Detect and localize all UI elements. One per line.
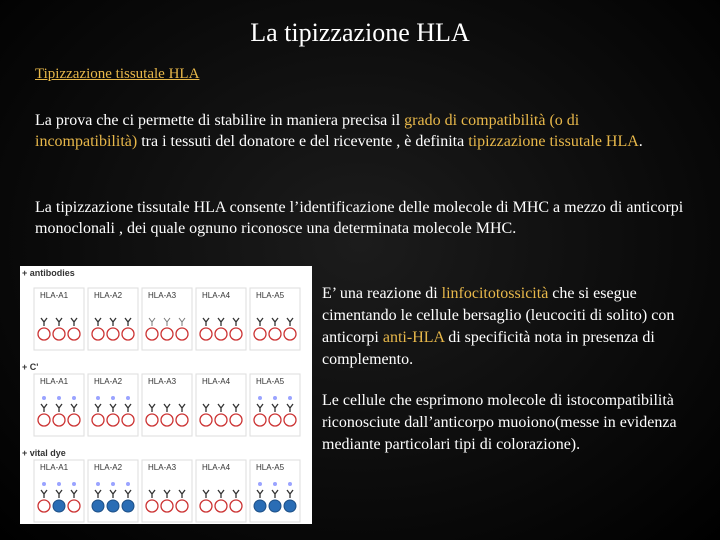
p1-text-3: . bbox=[638, 133, 643, 150]
live-cell bbox=[122, 414, 134, 426]
column-header: HLA-A5 bbox=[256, 377, 285, 386]
live-cell bbox=[230, 414, 242, 426]
column-header: HLA-A4 bbox=[202, 463, 231, 472]
live-cell bbox=[122, 328, 134, 340]
antibody-y bbox=[41, 404, 47, 412]
live-cell bbox=[215, 328, 227, 340]
section-subtitle: Tipizzazione tissutale HLA bbox=[35, 66, 200, 82]
stained-dead-cell bbox=[53, 500, 65, 512]
live-cell bbox=[38, 500, 50, 512]
stained-dead-cell bbox=[92, 500, 104, 512]
antibody-y bbox=[218, 318, 224, 326]
live-cell bbox=[284, 414, 296, 426]
complement-dot bbox=[96, 396, 100, 400]
live-cell bbox=[53, 414, 65, 426]
column-header: HLA-A1 bbox=[40, 291, 69, 300]
live-cell bbox=[200, 414, 212, 426]
antibody-y bbox=[71, 318, 77, 326]
antibody-y bbox=[257, 490, 263, 498]
antibody-y bbox=[95, 490, 101, 498]
antibody-y bbox=[272, 318, 278, 326]
live-cell bbox=[38, 414, 50, 426]
live-cell bbox=[215, 414, 227, 426]
complement-dot bbox=[273, 482, 277, 486]
live-cell bbox=[230, 500, 242, 512]
complement-dot bbox=[273, 396, 277, 400]
live-cell bbox=[53, 328, 65, 340]
p1-highlight-typing: tipizzazione tissutale HLA bbox=[468, 133, 639, 150]
stained-dead-cell bbox=[122, 500, 134, 512]
antibody-y bbox=[218, 490, 224, 498]
complement-dot bbox=[126, 482, 130, 486]
antibody-y bbox=[110, 404, 116, 412]
stained-dead-cell bbox=[254, 500, 266, 512]
complement-dot bbox=[111, 396, 115, 400]
live-cell bbox=[176, 414, 188, 426]
antibody-y bbox=[41, 490, 47, 498]
complement-dot bbox=[288, 396, 292, 400]
paragraph-definition bbox=[35, 110, 685, 152]
live-cell bbox=[230, 328, 242, 340]
s1-text-2: che si esegue cimentando le cellule bersaglio (leucociti di solito) con anticorpi bbox=[322, 285, 675, 346]
live-cell bbox=[161, 414, 173, 426]
complement-dot bbox=[42, 396, 46, 400]
live-cell bbox=[269, 414, 281, 426]
antibody-y bbox=[149, 404, 155, 412]
antibody-y bbox=[56, 318, 62, 326]
column-header: HLA-A5 bbox=[256, 291, 285, 300]
antibody-y bbox=[125, 318, 131, 326]
complement-dot bbox=[126, 396, 130, 400]
live-cell bbox=[254, 414, 266, 426]
antibody-y bbox=[71, 404, 77, 412]
column-header: HLA-A2 bbox=[94, 377, 123, 386]
antibody-y bbox=[149, 318, 155, 326]
column-header: HLA-A2 bbox=[94, 463, 123, 472]
complement-dot bbox=[72, 396, 76, 400]
column-header: HLA-A2 bbox=[94, 291, 123, 300]
live-cell bbox=[200, 500, 212, 512]
hla-typing-diagram bbox=[20, 266, 312, 524]
antibody-y bbox=[179, 404, 185, 412]
p1-text-2: tra i tessuti del donatore e del ricevente , è definita bbox=[137, 133, 469, 150]
p1-highlight-compatibility: grado di compatibilità (o di incompatibilità) bbox=[35, 112, 580, 150]
live-cell bbox=[92, 328, 104, 340]
antibody-y bbox=[233, 404, 239, 412]
live-cell bbox=[107, 328, 119, 340]
column-header: HLA-A3 bbox=[148, 377, 177, 386]
complement-dot bbox=[42, 482, 46, 486]
s1-text-1: E’ una reazione di bbox=[322, 285, 442, 302]
antibody-y bbox=[203, 318, 209, 326]
antibody-y bbox=[257, 404, 263, 412]
stained-dead-cell bbox=[107, 500, 119, 512]
antibody-y bbox=[272, 404, 278, 412]
complement-dot bbox=[258, 482, 262, 486]
antibody-y bbox=[110, 318, 116, 326]
live-cell bbox=[68, 414, 80, 426]
live-cell bbox=[215, 500, 227, 512]
live-cell bbox=[161, 328, 173, 340]
antibody-y bbox=[125, 490, 131, 498]
live-cell bbox=[68, 328, 80, 340]
live-cell bbox=[38, 328, 50, 340]
s1-highlight-lymphocytotoxicity: linfocitotossicità bbox=[441, 285, 549, 302]
antibody-y bbox=[71, 490, 77, 498]
antibody-y bbox=[164, 490, 170, 498]
antibody-y bbox=[110, 490, 116, 498]
live-cell bbox=[284, 328, 296, 340]
stained-dead-cell bbox=[284, 500, 296, 512]
live-cell bbox=[107, 414, 119, 426]
s1-text-3: di specificità nota in presenza di complemento. bbox=[322, 329, 655, 368]
complement-dot bbox=[258, 396, 262, 400]
complement-dot bbox=[96, 482, 100, 486]
column-header: HLA-A4 bbox=[202, 377, 231, 386]
antibody-y bbox=[203, 404, 209, 412]
antibody-y bbox=[95, 318, 101, 326]
live-cell bbox=[146, 414, 158, 426]
column-header: HLA-A4 bbox=[202, 291, 231, 300]
antibody-y bbox=[125, 404, 131, 412]
hla-typing-figure bbox=[20, 266, 312, 524]
live-cell bbox=[254, 328, 266, 340]
antibody-y bbox=[56, 404, 62, 412]
row-label: + C' bbox=[22, 362, 39, 372]
live-cell bbox=[92, 414, 104, 426]
complement-dot bbox=[72, 482, 76, 486]
complement-dot bbox=[288, 482, 292, 486]
stained-dead-cell bbox=[269, 500, 281, 512]
live-cell bbox=[161, 500, 173, 512]
paragraph-lymphocytotoxicity bbox=[322, 283, 692, 371]
antibody-y bbox=[287, 490, 293, 498]
antibody-y bbox=[41, 318, 47, 326]
column-header: HLA-A5 bbox=[256, 463, 285, 472]
column-header: HLA-A3 bbox=[148, 463, 177, 472]
complement-dot bbox=[111, 482, 115, 486]
paragraph-identification: La tipizzazione tissutale HLA consente l’identificazione delle molecole di MHC a mezzo di anticorpi monoclonali , dei quale ognuno riconosce una determinata molecole MHC. bbox=[35, 199, 684, 237]
antibody-y bbox=[233, 318, 239, 326]
antibody-y bbox=[56, 490, 62, 498]
antibody-y bbox=[149, 490, 155, 498]
row-label: + vital dye bbox=[22, 448, 66, 458]
antibody-y bbox=[233, 490, 239, 498]
antibody-y bbox=[272, 490, 278, 498]
live-cell bbox=[200, 328, 212, 340]
column-header: HLA-A1 bbox=[40, 377, 69, 386]
antibody-y bbox=[164, 404, 170, 412]
antibody-y bbox=[95, 404, 101, 412]
live-cell bbox=[176, 328, 188, 340]
live-cell bbox=[269, 328, 281, 340]
antibody-y bbox=[287, 404, 293, 412]
column-header: HLA-A1 bbox=[40, 463, 69, 472]
slide-title: La tipizzazione HLA bbox=[250, 18, 470, 47]
antibody-y bbox=[203, 490, 209, 498]
antibody-y bbox=[179, 490, 185, 498]
antibody-y bbox=[257, 318, 263, 326]
live-cell bbox=[146, 500, 158, 512]
antibody-y bbox=[218, 404, 224, 412]
s1-highlight-anti-hla: anti-HLA bbox=[382, 329, 445, 346]
live-cell bbox=[146, 328, 158, 340]
antibody-y bbox=[287, 318, 293, 326]
live-cell bbox=[68, 500, 80, 512]
paragraph-cell-death: Le cellule che esprimono molecole di istocompatibilità riconosciute dall’anticorpo muoiono(messe in evidenza mediante particolari tipi di colorazione). bbox=[322, 392, 677, 453]
column-header: HLA-A3 bbox=[148, 291, 177, 300]
complement-dot bbox=[57, 396, 61, 400]
antibody-y bbox=[179, 318, 185, 326]
row-label: + antibodies bbox=[22, 268, 75, 278]
live-cell bbox=[176, 500, 188, 512]
p1-text-1: La prova che ci permette di stabilire in maniera precisa il bbox=[35, 112, 405, 129]
antibody-y bbox=[164, 318, 170, 326]
complement-dot bbox=[57, 482, 61, 486]
